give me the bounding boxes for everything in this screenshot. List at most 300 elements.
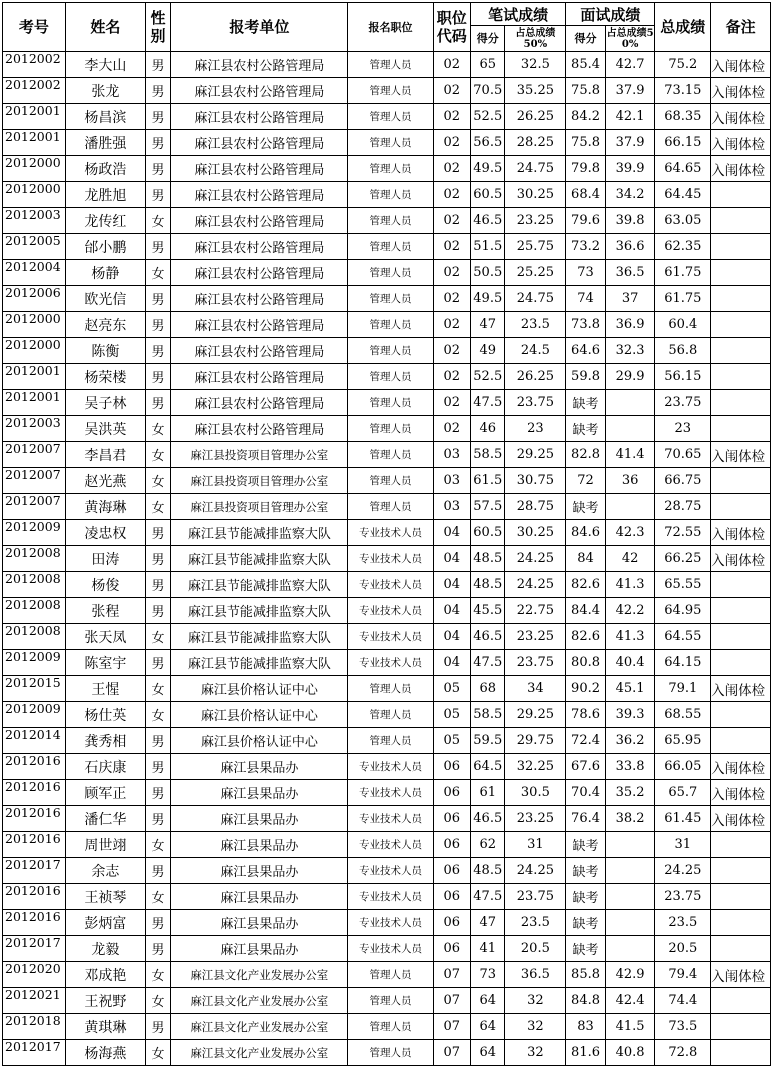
cell-remark: 入闱体检 [711,546,771,572]
cell-code: 07 [433,1040,470,1066]
table-row [3,884,771,910]
cell-interview-pct: 37 [605,286,655,312]
cell-id: 2012020 [3,962,66,988]
cell-id: 2012004 [3,260,66,286]
cell-gender: 男 [145,338,170,364]
cell-written-score: 50.5 [471,260,505,286]
cell-interview-pct: 45.1 [605,676,655,702]
cell-written-pct: 30.25 [505,520,566,546]
cell-unit: 麻江县文化产业发展办公室 [171,1040,348,1066]
cell-code: 05 [433,702,470,728]
cell-remark [711,286,771,312]
cell-name: 杨海燕 [65,1040,145,1066]
cell-code: 02 [433,286,470,312]
cell-name: 王祝野 [65,988,145,1014]
cell-remark [711,338,771,364]
cell-written-score: 47.5 [471,390,505,416]
cell-written-score: 68 [471,676,505,702]
cell-total: 23 [655,416,711,442]
cell-gender: 男 [145,182,170,208]
cell-gender: 男 [145,728,170,754]
cell-written-pct: 31 [505,832,566,858]
cell-name: 赵亮东 [65,312,145,338]
cell-written-score: 60.5 [471,182,505,208]
cell-written-score: 64 [471,1040,505,1066]
cell-code: 04 [433,650,470,676]
cell-code: 02 [433,364,470,390]
cell-interview-score: 70.4 [566,780,606,806]
cell-unit: 麻江县农村公路管理局 [171,104,348,130]
cell-remark [711,728,771,754]
cell-position: 管理人员 [348,312,433,338]
cell-written-score: 60.5 [471,520,505,546]
table-row [3,806,771,832]
cell-written-score: 52.5 [471,364,505,390]
cell-total: 65.95 [655,728,711,754]
table-row [3,780,771,806]
cell-remark: 入闱体检 [711,806,771,832]
table-row [3,910,771,936]
header-interview: 面试成绩 [566,3,655,26]
cell-written-pct: 23.5 [505,312,566,338]
cell-id: 2012007 [3,468,66,494]
cell-remark [711,884,771,910]
cell-position: 管理人员 [348,702,433,728]
cell-written-score: 59.5 [471,728,505,754]
cell-interview-score: 缺考 [566,910,606,936]
table-row [3,546,771,572]
cell-remark [711,260,771,286]
cell-name: 杨仕英 [65,702,145,728]
cell-name: 彭炳富 [65,910,145,936]
cell-interview-pct: 39.8 [605,208,655,234]
cell-interview-pct: 42 [605,546,655,572]
cell-written-pct: 23.75 [505,650,566,676]
table-row [3,338,771,364]
table-row [3,936,771,962]
cell-total: 72.55 [655,520,711,546]
cell-interview-score: 84 [566,546,606,572]
cell-unit: 麻江县投资项目管理办公室 [171,442,348,468]
cell-interview-pct: 40.4 [605,650,655,676]
cell-unit: 麻江县节能减排监察大队 [171,572,348,598]
cell-id: 2012003 [3,416,66,442]
cell-position: 管理人员 [348,130,433,156]
cell-name: 吴子林 [65,390,145,416]
cell-code: 02 [433,182,470,208]
cell-gender: 女 [145,884,170,910]
cell-total: 20.5 [655,936,711,962]
cell-total: 62.35 [655,234,711,260]
cell-interview-pct: 39.3 [605,702,655,728]
cell-total: 64.55 [655,624,711,650]
cell-written-score: 61.5 [471,468,505,494]
cell-remark: 入闱体检 [711,962,771,988]
cell-name: 赵光燕 [65,468,145,494]
cell-name: 余志 [65,858,145,884]
table-row [3,286,771,312]
cell-total: 56.15 [655,364,711,390]
cell-unit: 麻江县果品办 [171,754,348,780]
table-row [3,988,771,1014]
cell-interview-pct [605,910,655,936]
cell-name: 凌忠权 [65,520,145,546]
cell-id: 2012005 [3,234,66,260]
cell-interview-pct: 42.7 [605,52,655,78]
cell-unit: 麻江县文化产业发展办公室 [171,988,348,1014]
table-row [3,130,771,156]
cell-total: 66.75 [655,468,711,494]
header-position: 报名职位 [348,3,433,52]
cell-unit: 麻江县农村公路管理局 [171,260,348,286]
cell-unit: 麻江县农村公路管理局 [171,234,348,260]
cell-position: 管理人员 [348,390,433,416]
cell-gender: 女 [145,988,170,1014]
cell-total: 64.95 [655,598,711,624]
cell-total: 64.45 [655,182,711,208]
cell-interview-pct [605,390,655,416]
table-row [3,754,771,780]
header-written-score: 得分 [471,26,505,52]
cell-written-score: 46.5 [471,208,505,234]
cell-total: 64.15 [655,650,711,676]
header-code: 职位代码 [433,3,470,52]
cell-id: 2012007 [3,442,66,468]
cell-written-score: 52.5 [471,104,505,130]
cell-position: 管理人员 [348,988,433,1014]
cell-interview-pct: 41.3 [605,572,655,598]
cell-total: 79.4 [655,962,711,988]
cell-code: 02 [433,104,470,130]
cell-remark: 入闱体检 [711,130,771,156]
cell-id: 2012016 [3,884,66,910]
cell-written-score: 65 [471,52,505,78]
cell-interview-score: 73 [566,260,606,286]
cell-written-pct: 29.25 [505,702,566,728]
cell-interview-pct: 38.2 [605,806,655,832]
cell-gender: 男 [145,104,170,130]
cell-unit: 麻江县农村公路管理局 [171,286,348,312]
cell-unit: 麻江县节能减排监察大队 [171,624,348,650]
cell-interview-score: 76.4 [566,806,606,832]
cell-position: 管理人员 [348,416,433,442]
cell-total: 61.45 [655,806,711,832]
cell-gender: 女 [145,208,170,234]
cell-remark [711,182,771,208]
cell-gender: 女 [145,260,170,286]
table-row [3,598,771,624]
cell-gender: 男 [145,234,170,260]
table-row [3,208,771,234]
cell-written-pct: 24.25 [505,546,566,572]
header-unit: 报考单位 [171,3,348,52]
cell-id: 2012009 [3,650,66,676]
cell-interview-pct: 36.2 [605,728,655,754]
header-interview-score: 得分 [566,26,606,52]
cell-gender: 女 [145,468,170,494]
table-row [3,624,771,650]
cell-written-score: 46.5 [471,624,505,650]
cell-name: 黄海琳 [65,494,145,520]
cell-interview-pct: 36.9 [605,312,655,338]
cell-remark [711,312,771,338]
cell-written-score: 49.5 [471,156,505,182]
cell-position: 专业技术人员 [348,806,433,832]
cell-total: 74.4 [655,988,711,1014]
cell-written-score: 57.5 [471,494,505,520]
cell-name: 顾军正 [65,780,145,806]
cell-written-pct: 29.75 [505,728,566,754]
table-row [3,156,771,182]
cell-position: 专业技术人员 [348,832,433,858]
cell-position: 管理人员 [348,286,433,312]
cell-interview-score: 85.4 [566,52,606,78]
cell-id: 2012016 [3,832,66,858]
cell-interview-score: 82.6 [566,624,606,650]
cell-written-pct: 30.5 [505,780,566,806]
cell-id: 2012008 [3,546,66,572]
cell-remark [711,390,771,416]
cell-written-pct: 26.25 [505,104,566,130]
table-row [3,858,771,884]
cell-remark: 入闱体检 [711,52,771,78]
cell-code: 02 [433,416,470,442]
cell-gender: 男 [145,156,170,182]
cell-code: 02 [433,156,470,182]
cell-written-score: 47 [471,910,505,936]
cell-written-score: 47 [471,312,505,338]
cell-total: 65.55 [655,572,711,598]
cell-interview-score: 72.4 [566,728,606,754]
cell-total: 28.75 [655,494,711,520]
cell-code: 02 [433,52,470,78]
cell-unit: 麻江县农村公路管理局 [171,130,348,156]
cell-code: 06 [433,780,470,806]
cell-gender: 男 [145,806,170,832]
cell-written-score: 41 [471,936,505,962]
cell-interview-pct: 37.9 [605,130,655,156]
cell-interview-pct: 34.2 [605,182,655,208]
cell-interview-pct [605,832,655,858]
cell-interview-score: 73.2 [566,234,606,260]
cell-code: 02 [433,260,470,286]
cell-position: 管理人员 [348,260,433,286]
cell-gender: 女 [145,962,170,988]
cell-total: 63.05 [655,208,711,234]
cell-interview-pct: 40.8 [605,1040,655,1066]
cell-name: 张龙 [65,78,145,104]
cell-written-score: 51.5 [471,234,505,260]
cell-name: 潘仁华 [65,806,145,832]
cell-written-score: 58.5 [471,442,505,468]
cell-position: 专业技术人员 [348,884,433,910]
table-row [3,78,771,104]
cell-name: 杨俊 [65,572,145,598]
cell-id: 2012016 [3,754,66,780]
cell-interview-pct: 37.9 [605,78,655,104]
cell-code: 05 [433,676,470,702]
cell-written-score: 62 [471,832,505,858]
cell-interview-pct: 42.1 [605,104,655,130]
cell-interview-pct: 41.3 [605,624,655,650]
table-row [3,702,771,728]
cell-interview-score: 缺考 [566,390,606,416]
cell-written-pct: 29.25 [505,442,566,468]
cell-unit: 麻江县农村公路管理局 [171,312,348,338]
cell-gender: 男 [145,364,170,390]
cell-interview-score: 85.8 [566,962,606,988]
cell-position: 管理人员 [348,676,433,702]
cell-written-score: 48.5 [471,546,505,572]
table-row [3,52,771,78]
cell-id: 2012009 [3,520,66,546]
cell-position: 专业技术人员 [348,650,433,676]
cell-code: 02 [433,234,470,260]
table-row [3,260,771,286]
cell-unit: 麻江县农村公路管理局 [171,338,348,364]
cell-position: 专业技术人员 [348,572,433,598]
cell-id: 2012014 [3,728,66,754]
cell-position: 管理人员 [348,234,433,260]
cell-unit: 麻江县农村公路管理局 [171,78,348,104]
cell-total: 31 [655,832,711,858]
cell-unit: 麻江县农村公路管理局 [171,390,348,416]
cell-interview-pct: 39.9 [605,156,655,182]
cell-position: 管理人员 [348,156,433,182]
score-table [2,2,771,1066]
cell-code: 06 [433,754,470,780]
cell-remark [711,598,771,624]
cell-position: 管理人员 [348,494,433,520]
cell-gender: 男 [145,910,170,936]
cell-interview-pct: 29.9 [605,364,655,390]
cell-remark [711,208,771,234]
cell-written-score: 70.5 [471,78,505,104]
cell-remark [711,1014,771,1040]
cell-gender: 男 [145,650,170,676]
cell-code: 07 [433,988,470,1014]
cell-gender: 男 [145,858,170,884]
cell-interview-score: 缺考 [566,494,606,520]
table-row [3,364,771,390]
cell-remark [711,702,771,728]
table-row [3,182,771,208]
cell-name: 张程 [65,598,145,624]
cell-written-score: 58.5 [471,702,505,728]
cell-written-pct: 32 [505,1014,566,1040]
cell-id: 2012016 [3,806,66,832]
cell-remark: 入闱体检 [711,78,771,104]
cell-unit: 麻江县农村公路管理局 [171,52,348,78]
cell-name: 吴洪英 [65,416,145,442]
cell-written-pct: 23.75 [505,884,566,910]
cell-unit: 麻江县节能减排监察大队 [171,650,348,676]
table-row [3,1040,771,1066]
cell-written-score: 56.5 [471,130,505,156]
cell-unit: 麻江县节能减排监察大队 [171,520,348,546]
cell-remark [711,1040,771,1066]
cell-interview-score: 82.8 [566,442,606,468]
cell-unit: 麻江县果品办 [171,832,348,858]
table-row [3,234,771,260]
cell-interview-score: 79.6 [566,208,606,234]
cell-remark [711,936,771,962]
cell-position: 专业技术人员 [348,520,433,546]
cell-code: 02 [433,338,470,364]
cell-code: 04 [433,624,470,650]
cell-interview-pct: 42.9 [605,962,655,988]
cell-written-pct: 23.25 [505,208,566,234]
cell-remark [711,468,771,494]
cell-id: 2012021 [3,988,66,1014]
cell-remark: 入闱体检 [711,156,771,182]
cell-interview-score: 83 [566,1014,606,1040]
cell-code: 04 [433,598,470,624]
cell-written-pct: 32 [505,988,566,1014]
header-gender: 性别 [145,3,170,52]
cell-code: 06 [433,832,470,858]
cell-name: 杨政浩 [65,156,145,182]
cell-interview-pct: 41.4 [605,442,655,468]
cell-written-pct: 35.25 [505,78,566,104]
cell-id: 2012008 [3,624,66,650]
cell-code: 06 [433,858,470,884]
cell-total: 72.8 [655,1040,711,1066]
cell-written-score: 64.5 [471,754,505,780]
cell-written-pct: 24.5 [505,338,566,364]
cell-code: 04 [433,572,470,598]
table-row [3,572,771,598]
cell-position: 专业技术人员 [348,936,433,962]
cell-code: 06 [433,884,470,910]
cell-position: 专业技术人员 [348,624,433,650]
cell-unit: 麻江县果品办 [171,806,348,832]
cell-name: 黄琪琳 [65,1014,145,1040]
cell-gender: 男 [145,598,170,624]
cell-interview-score: 80.8 [566,650,606,676]
cell-name: 潘胜强 [65,130,145,156]
cell-unit: 麻江县节能减排监察大队 [171,546,348,572]
cell-name: 龚秀相 [65,728,145,754]
cell-interview-score: 75.8 [566,130,606,156]
table-row [3,832,771,858]
cell-remark [711,234,771,260]
cell-total: 68.35 [655,104,711,130]
cell-interview-score: 84.6 [566,520,606,546]
cell-written-pct: 32.5 [505,52,566,78]
table-row [3,104,771,130]
table-row [3,442,771,468]
cell-unit: 麻江县价格认证中心 [171,676,348,702]
cell-code: 02 [433,130,470,156]
cell-position: 专业技术人员 [348,780,433,806]
cell-gender: 女 [145,1040,170,1066]
cell-interview-score: 84.2 [566,104,606,130]
cell-id: 2012000 [3,338,66,364]
cell-position: 管理人员 [348,104,433,130]
cell-code: 06 [433,910,470,936]
cell-written-pct: 24.75 [505,156,566,182]
cell-interview-pct: 36.6 [605,234,655,260]
cell-name: 杨静 [65,260,145,286]
cell-id: 2012001 [3,390,66,416]
cell-written-pct: 23.75 [505,390,566,416]
cell-unit: 麻江县节能减排监察大队 [171,598,348,624]
table-row [3,416,771,442]
cell-code: 03 [433,468,470,494]
cell-position: 管理人员 [348,442,433,468]
cell-total: 56.8 [655,338,711,364]
